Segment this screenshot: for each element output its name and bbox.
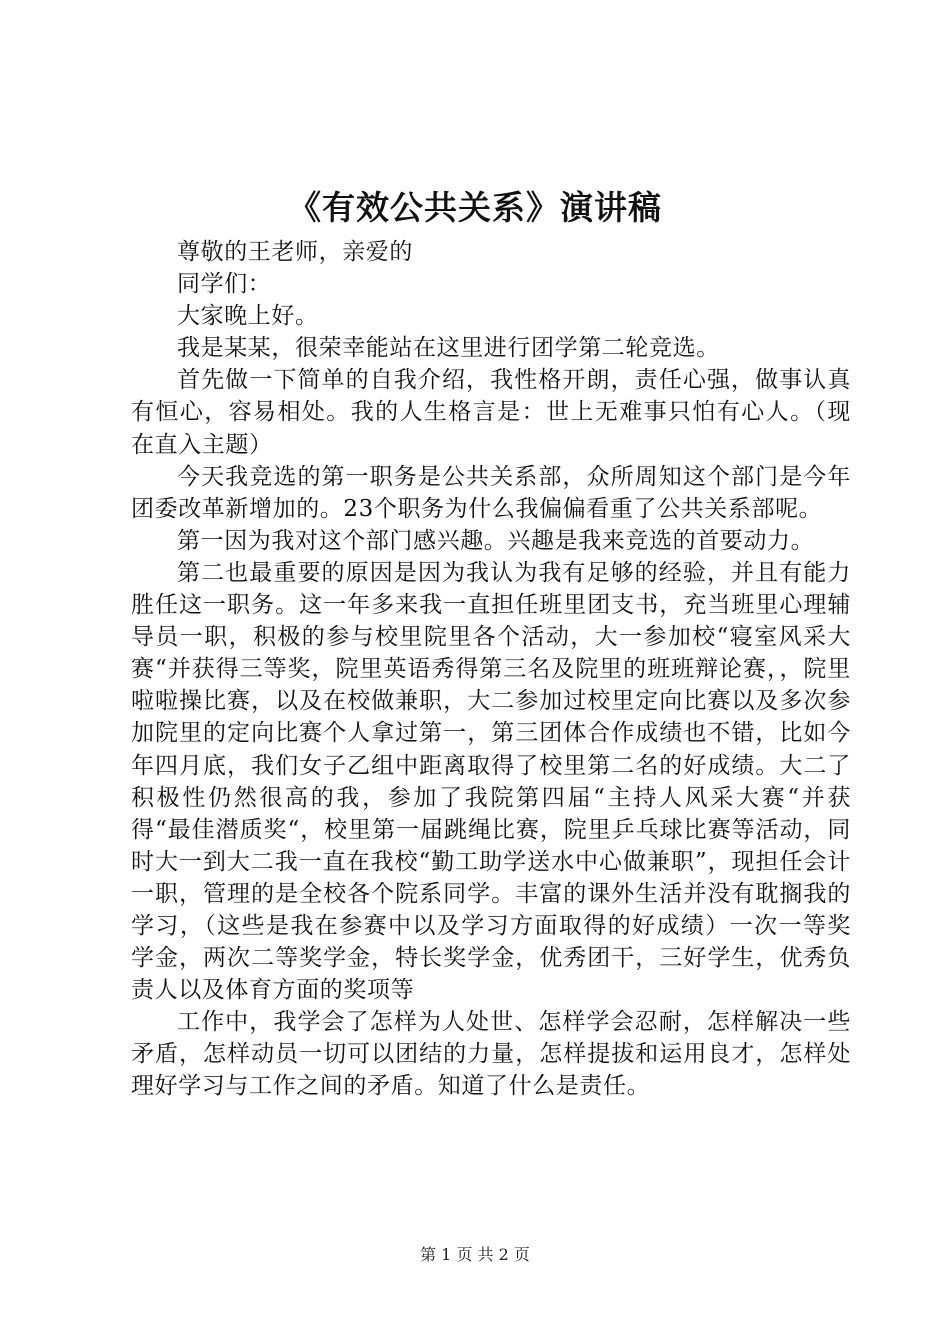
paragraph: 我是某某，很荣幸能站在这里进行团学第二轮竞选。 bbox=[177, 335, 720, 362]
paragraph: 大家晚上好。 bbox=[177, 303, 319, 330]
paragraph: 工作中，我学会了怎样为人处世、怎样学会忍耐，怎样解决一些矛盾，怎样动员一切可以团结的力量，怎样提拔和运用良才，怎样处理好学习与工作之间的矛盾。知道了什么是责任。 bbox=[131, 1009, 851, 1100]
paragraph: 今天我竞选的第一职务是公共关系部，众所周知这个部门是今年团委改革新增加的。23个职务为什么我偏偏看重了公共关系部呢。 bbox=[131, 463, 851, 522]
page-footer bbox=[0, 1244, 950, 1266]
page-total: 共 2 页 bbox=[477, 1245, 530, 1264]
paragraph: 同学们： bbox=[177, 271, 272, 298]
document-title: 《有效公共关系》演讲稿 bbox=[288, 188, 662, 227]
paragraph: 首先做一下简单的自我介绍，我性格开朗，责任心强，做事认真有恒心，容易相处。我的人生格言是：世上无难事只怕有心人。（现在直入主题） bbox=[131, 367, 851, 458]
paragraph: 尊敬的王老师，亲爱的 bbox=[177, 239, 413, 265]
page-number: 第 1 页 bbox=[420, 1245, 473, 1264]
paragraph: 第一因为我对这个部门感兴趣。兴趣是我来竞选的首要动力。 bbox=[177, 527, 815, 554]
document-body bbox=[131, 236, 851, 1103]
paragraph: 第二也最重要的原因是因为我认为我有足够的经验，并且有能力胜任这一职务。这一年多来我一直担任班里团支书，充当班里心理辅导员一职，积极的参与校里院里各个活动，大一参加校“寝室风采大赛“并获得三等奖，院里英语秀得第三名及院里的班班辩论赛，，院里啦啦操比赛，以及在校做兼职，大二参加过校里定向比赛以及多次参加院里的定向比赛个人拿过第一，第三团体合作成绩也不错，比如今年四月底，我们女子乙组中距离取得了校里第二名的好成绩。大二了积极性仍然很高的我，参加了我院第四届“主持人风采大赛“并获得“最佳潜质奖“，校里第一届跳绳比赛，院里乒乓球比赛等活动，同时大一到大二我一直在我校“勤工助学送水中心做兼职”，现担任会计一职，管理的是全校各个院系同学。丰富的课外生活并没有耽搁我的学习，（这些是我在参赛中以及学习方面取得的好成绩）一次一等奖学金，两次二等奖学金，特长奖学金，优秀团干，三好学生，优秀负责人以及体育方面的奖项等 bbox=[131, 559, 851, 1004]
